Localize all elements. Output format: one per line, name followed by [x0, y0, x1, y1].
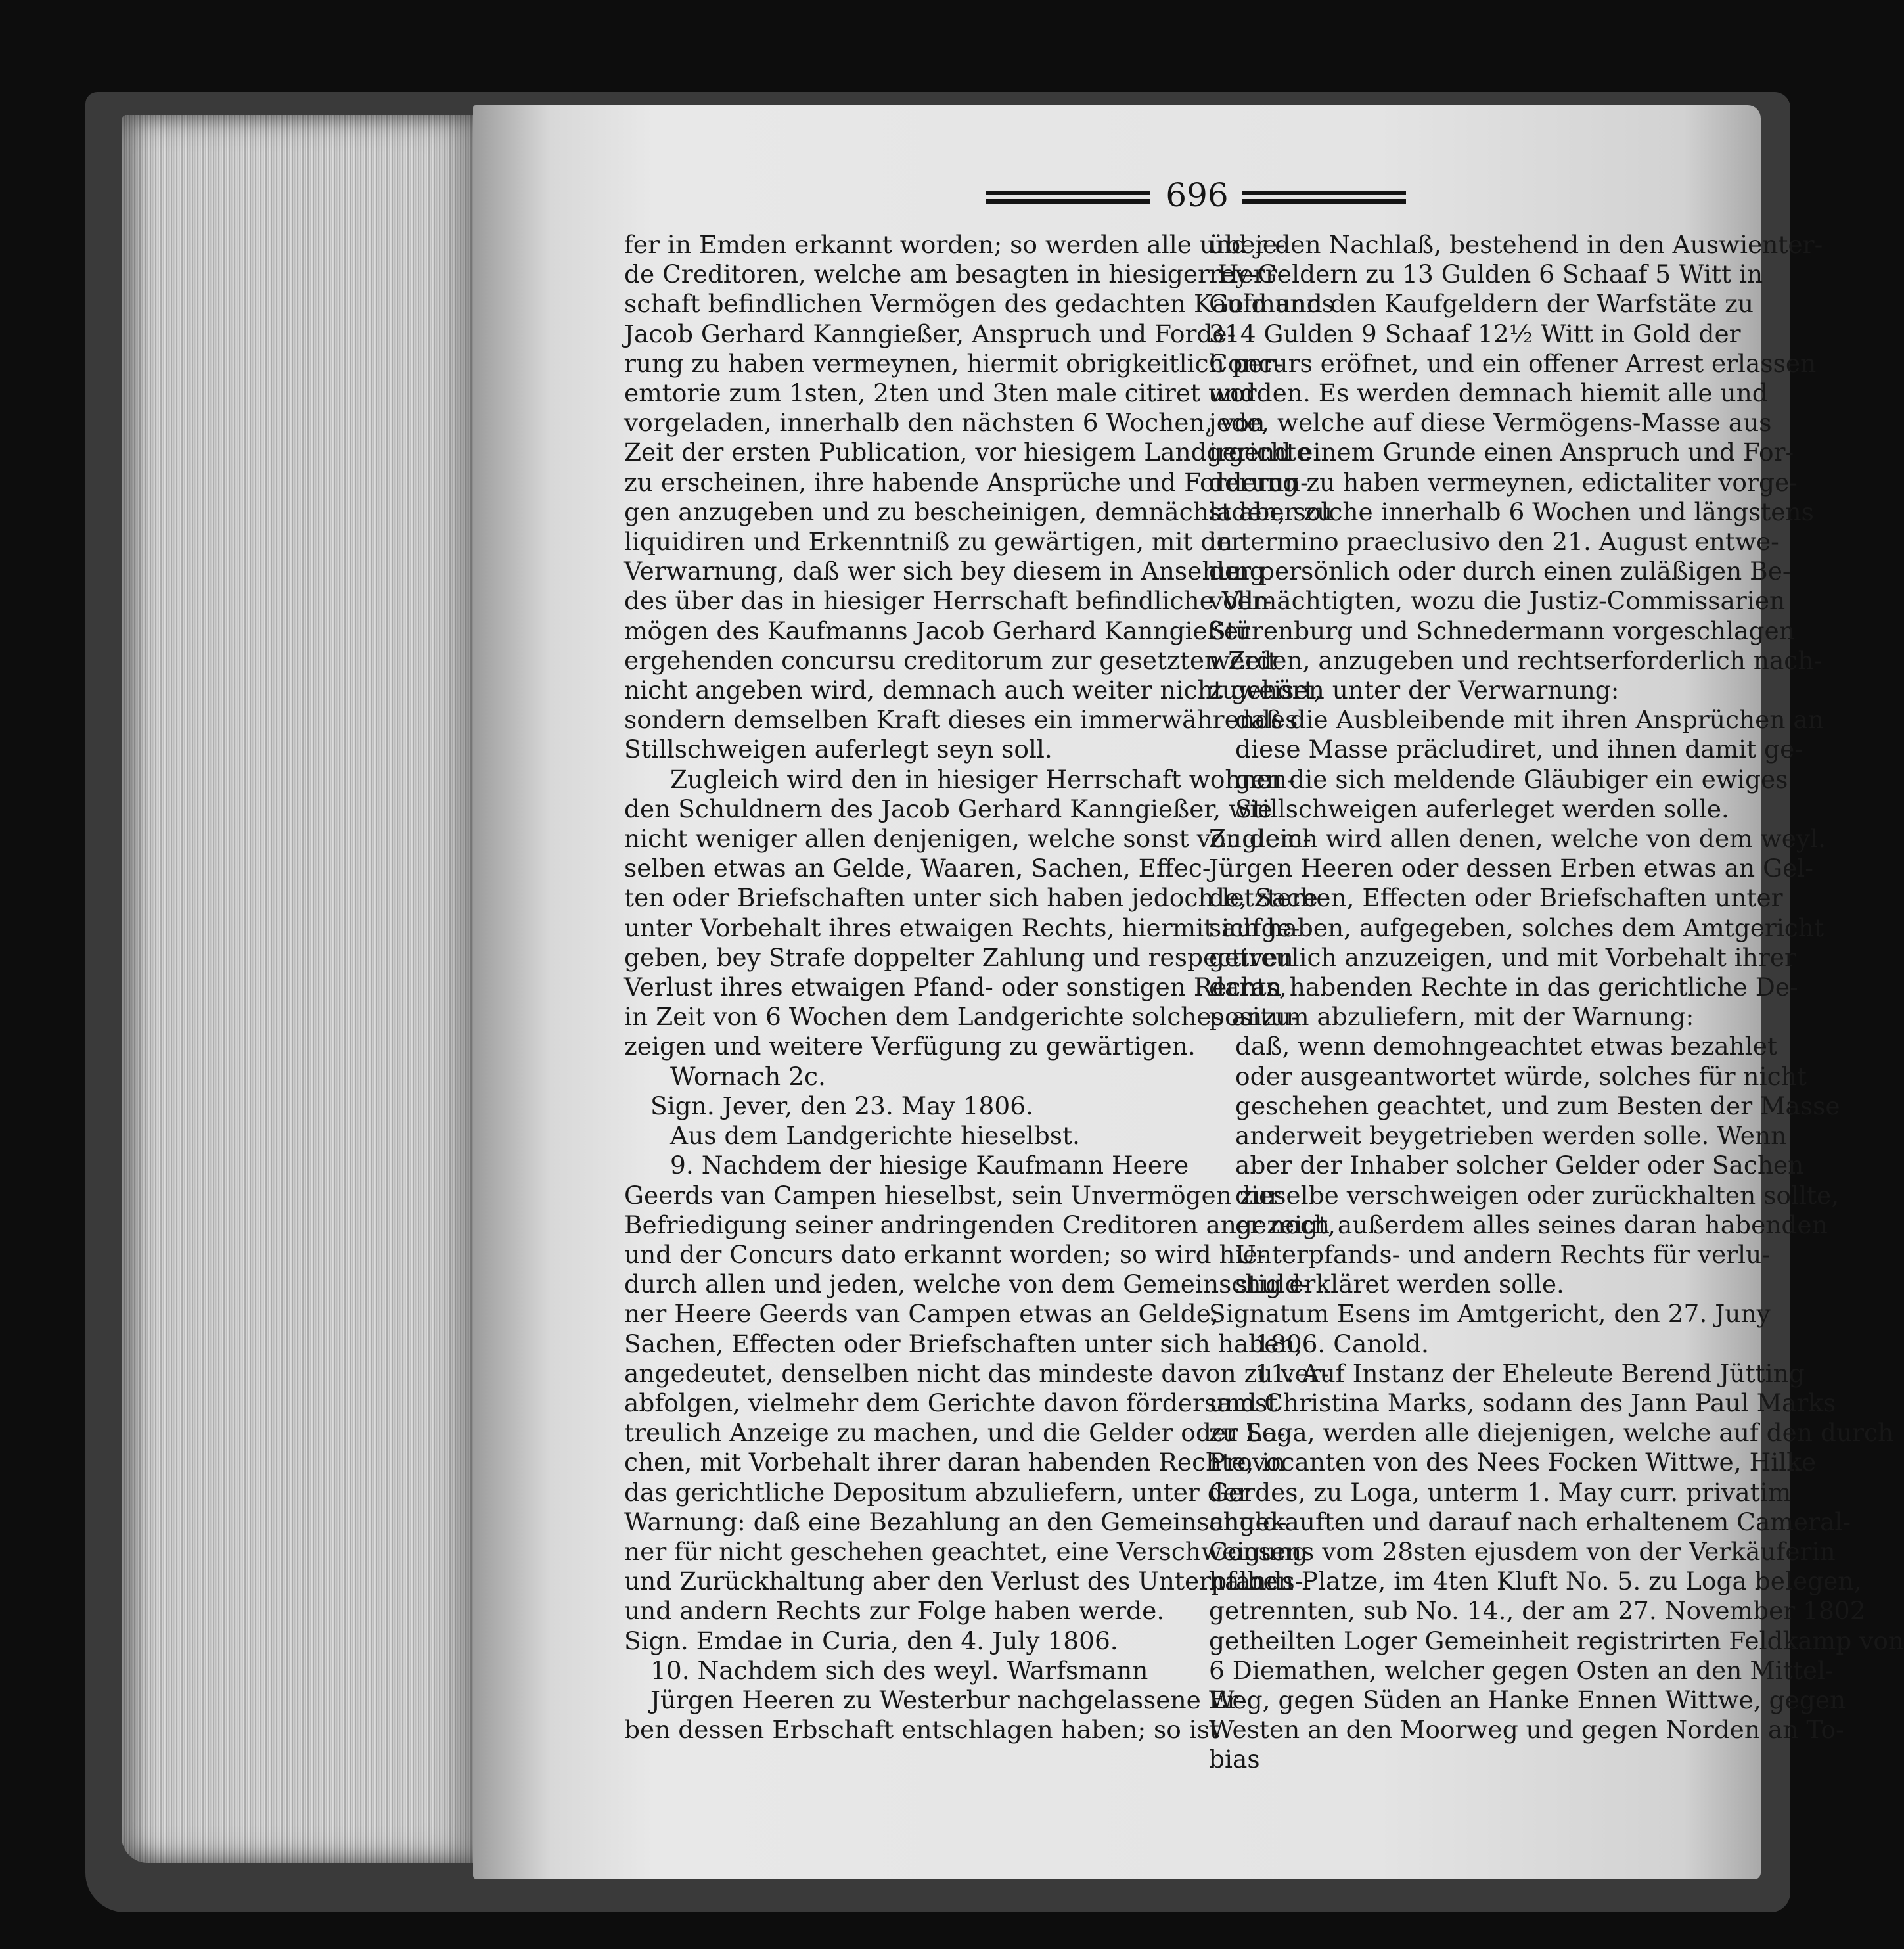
text-line: ben dessen Erbschaft entschlagen haben; so ist — [624, 1715, 1220, 1745]
text-line: Gerdes, zu Loga, unterm 1. May curr. privatim — [1209, 1477, 1792, 1507]
text-line: selben etwas an Gelde, Waaren, Sachen, Effec- — [624, 854, 1211, 883]
text-line: zu erscheinen, ihre habende Ansprüche und Forderun- — [624, 467, 1309, 497]
text-line: anderweit beygetrieben werden solle. Wenn — [1235, 1121, 1787, 1151]
text-line: getrennten, sub No. 14., der am 27. November 1802 — [1209, 1596, 1866, 1626]
header-rule-left — [986, 191, 1150, 204]
text-line: durch allen und jeden, welche von dem Gemeinschuld- — [624, 1270, 1309, 1299]
text-line: zeigen und weitere Verfügung zu gewärtigen. — [624, 1032, 1196, 1061]
text-line: fer in Emden erkannt worden; so werden alle und je- — [624, 230, 1286, 259]
text-line: Geerds van Campen hieselbst, sein Unvermögen zur — [624, 1180, 1281, 1210]
text-line: in termino praeclusivo den 21. August entwe- — [1209, 527, 1779, 557]
text-line: oder ausgeantwortet würde, solches für nicht — [1235, 1061, 1807, 1091]
text-line: Unterpfands- und andern Rechts für verlu- — [1235, 1239, 1770, 1269]
text-line: Gold und den Kaufgeldern der Warfstäte zu — [1209, 289, 1754, 319]
text-line: daß, wenn demohngeachtet etwas bezahlet — [1235, 1032, 1777, 1061]
text-line: dieselbe verschweigen oder zurückhalten sollte, — [1235, 1180, 1840, 1210]
text-line: worden. Es werden demnach hiemit alle und — [1209, 378, 1768, 408]
text-line: bias — [1209, 1745, 1260, 1774]
text-line: ergehenden concursu creditorum zur gesetzten Zeit — [624, 645, 1278, 675]
text-line: Jacob Gerhard Kanngießer, Anspruch und Forde- — [624, 319, 1236, 348]
text-line: Westen an den Moorweg und gegen Norden an To- — [1209, 1715, 1844, 1745]
text-line: Verlust ihres etwaigen Pfand- oder sonstigen Rechts, — [624, 973, 1287, 1002]
text-line: Consens vom 28sten ejusdem von der Verkäuferin — [1209, 1536, 1836, 1566]
text-line: vollmächtigten, wozu die Justiz-Commissarien — [1209, 586, 1786, 616]
header-rule-right — [1242, 191, 1406, 204]
text-line: liquidiren und Erkenntniß zu gewärtigen, mit der — [624, 527, 1243, 557]
text-line: Jürgen Heeren zu Westerbur nachgelassene Er- — [650, 1685, 1247, 1714]
text-line: de, Sachen, Effecten oder Briefschaften unter — [1209, 883, 1783, 913]
text-line: positum abzuliefern, mit der Warnung: — [1209, 1002, 1694, 1032]
text-line: chen, mit Vorbehalt ihrer daran habenden Rechte, in — [624, 1448, 1286, 1477]
page-edges — [122, 115, 489, 1863]
text-line: Befriedigung seiner andringenden Creditoren angezeigt, — [624, 1210, 1336, 1239]
text-line: derung zu haben vermeynen, edictaliter vorge- — [1209, 467, 1798, 497]
text-line: daran habenden Rechte in das gerichtliche De- — [1209, 973, 1798, 1002]
text-line: und Zurückhaltung aber den Verlust des Unterpfands- — [624, 1567, 1303, 1596]
text-line: über den Nachlaß, bestehend in den Auswienter- — [1209, 230, 1823, 259]
text-line: Zugleich wird den in hiesiger Herrschaft wohnen- — [670, 764, 1296, 794]
text-line: Verwarnung, daß wer sich bey diesem in Ansehung — [624, 557, 1265, 586]
text-line: Stillschweigen auferlegt seyn soll. — [624, 735, 1053, 764]
text-line: angekauften und darauf nach erhaltenem Cameral- — [1209, 1507, 1851, 1536]
text-line: ten oder Briefschaften unter sich haben jedoch letztere — [624, 883, 1318, 913]
text-line: stig erkläret werden solle. — [1235, 1270, 1564, 1299]
text-line: Sachen, Effecten oder Briefschaften unter sich haben, — [624, 1329, 1303, 1358]
text-line: den Schuldnern des Jacob Gerhard Kanngießer, wie — [624, 794, 1273, 823]
text-line: Sign. Jever, den 23. May 1806. — [650, 1091, 1033, 1120]
text-line: ner für nicht geschehen geachtet, eine Verschweigung — [624, 1536, 1308, 1566]
text-line: der persönlich oder durch einen zuläßigen Be- — [1209, 557, 1791, 586]
text-line: Signatum Esens im Amtgericht, den 27. Juny — [1209, 1299, 1771, 1329]
text-line: Stillschweigen auferleget werden solle. — [1235, 794, 1729, 823]
text-line: sich haben, aufgegeben, solches dem Amtgericht — [1209, 913, 1825, 942]
text-line: das gerichtliche Depositum abzuliefern, unter der — [624, 1477, 1250, 1507]
page-header — [986, 176, 1406, 222]
text-line: geschehen geachtet, und zum Besten der Masse — [1235, 1091, 1840, 1120]
text-line: gen anzugeben und zu bescheinigen, demnächst aber zu — [624, 497, 1333, 526]
text-line: er noch außerdem alles seines daran habenden — [1235, 1210, 1828, 1239]
text-line: zu Loga, werden alle diejenigen, welche auf den durch — [1209, 1418, 1894, 1448]
text-line: Wornach 2c. — [670, 1061, 826, 1091]
text-line: irgend einem Grunde einen Anspruch und For- — [1209, 438, 1794, 467]
text-line: de Creditoren, welche am besagten in hiesiger Herr- — [624, 260, 1286, 289]
text-line: in Zeit von 6 Wochen dem Landgerichte solches anzu- — [624, 1002, 1300, 1032]
text-line: 6 Diemathen, welcher gegen Osten an den Mittel- — [1209, 1655, 1834, 1685]
text-line: mögen des Kaufmanns Jacob Gerhard Kanngießer — [624, 616, 1250, 645]
text-line: und Christina Marks, sodann des Jann Paul Marks — [1209, 1388, 1836, 1417]
text-line: Sign. Emdae in Curia, den 4. July 1806. — [624, 1626, 1118, 1655]
text-line: Warnung: daß eine Bezahlung an den Gemeinschuld- — [624, 1507, 1287, 1536]
text-line: rey-Geldern zu 13 Gulden 6 Schaaf 5 Witt in — [1209, 260, 1763, 289]
text-line: 9. Nachdem der hiesige Kaufmann Heere — [670, 1151, 1189, 1180]
page-number: 696 — [1166, 176, 1229, 214]
text-line: halben Platze, im 4ten Kluft No. 5. zu Loga belegen, — [1209, 1567, 1862, 1596]
text-line: gen die sich meldende Gläubiger ein ewiges — [1235, 764, 1788, 794]
text-line: rung zu haben vermeynen, hiermit obrigkeitlich per- — [624, 348, 1283, 378]
text-line: 1806. Canold. — [1255, 1329, 1429, 1358]
text-line: laden, solche innerhalb 6 Wochen und längstens — [1209, 497, 1814, 526]
text-line: 10. Nachdem sich des weyl. Warfsmann — [650, 1655, 1148, 1685]
text-line: vorgeladen, innerhalb den nächsten 6 Wochen, von — [624, 408, 1265, 438]
text-line: Zugleich wird allen denen, welche von dem weyl. — [1209, 824, 1826, 854]
text-line: diese Masse präcludiret, und ihnen damit ge- — [1235, 735, 1803, 764]
text-line: treulich Anzeige zu machen, und die Gelder oder Sa- — [624, 1418, 1286, 1448]
text-line: 314 Gulden 9 Schaaf 12½ Witt in Gold der — [1209, 319, 1741, 348]
text-line: Stürenburg und Schnedermann vorgeschlagen — [1209, 616, 1795, 645]
text-line: Aus dem Landgerichte hieselbst. — [670, 1121, 1080, 1151]
text-line: Jürgen Heeren oder dessen Erben etwas an Gel- — [1209, 854, 1813, 883]
text-line: ner Heere Geerds van Campen etwas an Gelde, — [624, 1299, 1219, 1329]
text-line: 11. Auf Instanz der Eheleute Berend Jütting — [1255, 1358, 1805, 1388]
text-line: jede, welche auf diese Vermögens-Masse aus — [1209, 408, 1772, 438]
text-line: nicht weniger allen denjenigen, welche sonst von dem- — [624, 824, 1311, 854]
text-line: werden, anzugeben und rechtserforderlich nach- — [1209, 645, 1823, 675]
text-line: Weg, gegen Süden an Hanke Ennen Wittwe, gegen — [1209, 1685, 1846, 1714]
text-line: und der Concurs dato erkannt worden; so wird hie- — [624, 1239, 1266, 1269]
text-line: nicht angeben wird, demnach auch weiter nicht gehört, — [624, 676, 1322, 705]
text-line: zuweisen unter der Verwarnung: — [1209, 676, 1620, 705]
text-line: abfolgen, vielmehr dem Gerichte davon fördersamst — [624, 1388, 1278, 1417]
text-line: geben, bey Strafe doppelter Zahlung und respectiven — [624, 942, 1294, 972]
text-line: des über das in hiesiger Herrschaft befindliche Ver- — [624, 586, 1273, 616]
text-line: emtorie zum 1sten, 2ten und 3ten male citiret und — [624, 378, 1256, 408]
text-line: getreulich anzuzeigen, und mit Vorbehalt ihrer — [1209, 942, 1796, 972]
text-line: Zeit der ersten Publication, vor hiesigem Landgerichte — [624, 438, 1311, 467]
left-column — [624, 230, 1336, 1745]
text-line: schaft befindlichen Vermögen des gedachten Kaufmanns — [624, 289, 1334, 319]
text-line: angedeutet, denselben nicht das mindeste davon zu ver- — [624, 1358, 1330, 1388]
text-line: sondern demselben Kraft dieses ein immerwährendes — [624, 705, 1298, 735]
text-line: aber der Inhaber solcher Gelder oder Sachen — [1235, 1151, 1804, 1180]
right-column — [1209, 230, 1904, 1775]
text-line: Concurs eröfnet, und ein offener Arrest erlassen — [1209, 348, 1817, 378]
text-line: daß die Ausbleibende mit ihren Ansprüchen an — [1235, 705, 1824, 735]
text-line: unter Vorbehalt ihres etwaigen Rechts, hiermit aufge- — [624, 913, 1300, 942]
text-line: Provocanten von des Nees Focken Wittwe, Hilke — [1209, 1448, 1817, 1477]
text-line: getheilten Loger Gemeinheit registrirten Feldkamp von — [1209, 1626, 1904, 1655]
text-line: und andern Rechts zur Folge haben werde. — [624, 1596, 1165, 1626]
